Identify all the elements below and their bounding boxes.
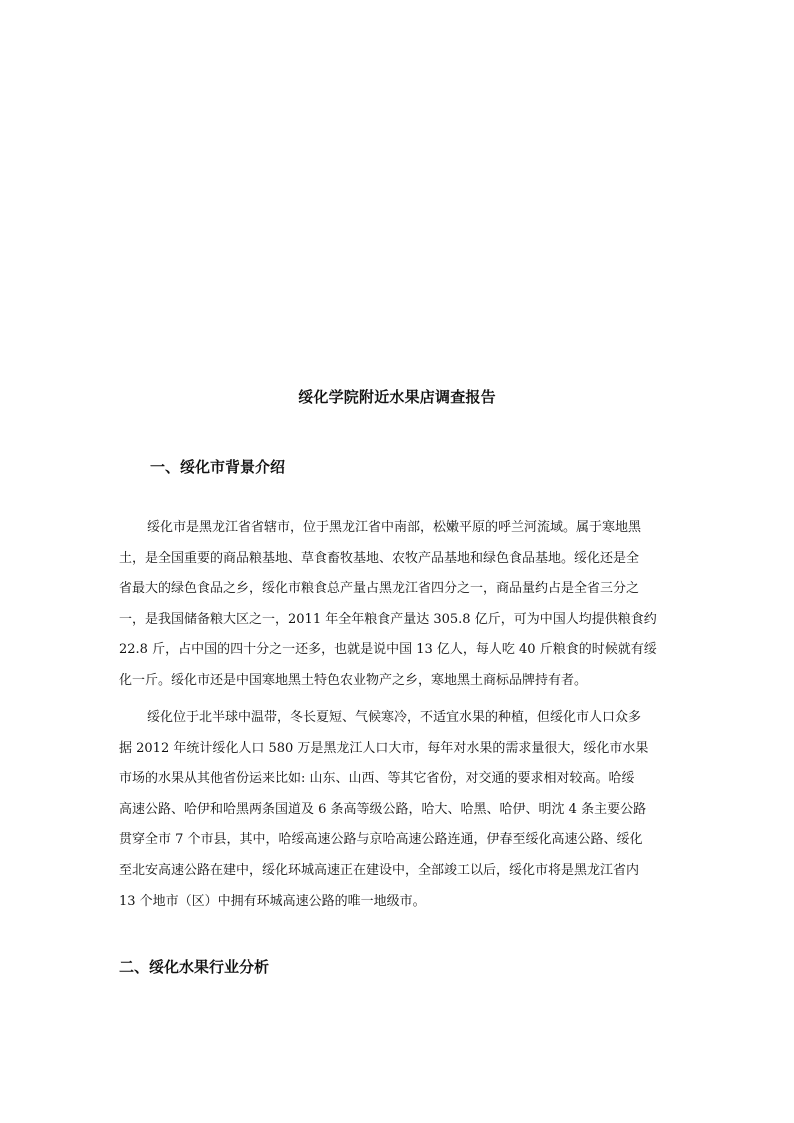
paragraph-line: 一，是我国储备粮大区之一，2011 年全年粮食产量达 305.8 亿斤，可为中国人均提供粮食约 bbox=[119, 611, 657, 627]
section-heading-industry-analysis: 二、绥化水果行业分析 bbox=[119, 958, 270, 976]
paragraph-line: 贯穿全市 7 个市县，其中，哈绥高速公路与京哈高速公路连通，伊春至绥化高速公路、绥化 bbox=[119, 832, 643, 848]
paragraph-line: 绥化位于北半球中温带，冬长夏短、气候寒冷，不适宜水果的种植，但绥化市人口众多 bbox=[147, 710, 642, 725]
section-heading-background: 一、绥化市背景介绍 bbox=[150, 458, 286, 476]
paragraph-line: 高速公路、哈伊和哈黑两条国道及 6 条高等级公路，哈大、哈黑、哈伊、明沈 4 条主要公路 bbox=[119, 801, 647, 817]
paragraph-climate-transport bbox=[119, 703, 687, 917]
paragraph-line: 13 个地市（区）中拥有环城高速公路的唯一地级市。 bbox=[119, 893, 426, 909]
paragraph-line: 绥化市是黑龙江省省辖市，位于黑龙江省中南部，松嫩平原的呼兰河流域。属于寒地黑 bbox=[147, 520, 642, 535]
paragraph-line: 22.8 斤，占中国的四十分之一还多，也就是说中国 13 亿人，每人吃 40 斤粮食的时候就有绥 bbox=[119, 642, 657, 658]
paragraph-line: 据 2012 年统计绥化人口 580 万是黑龙江人口大市，每年对水果的需求量很大，绥化市水果 bbox=[119, 740, 649, 756]
paragraph-line: 市场的水果从其他省份运来比如: 山东、山西、等其它省份，对交通的要求相对较高。哈绥 bbox=[119, 771, 635, 787]
paragraph-line: 省最大的绿色食品之乡，绥化市粮食总产量占黑龙江省四分之一，商品量约占是全省三分之 bbox=[119, 581, 640, 597]
paragraph-city-overview bbox=[119, 513, 687, 697]
paragraph-line: 土，是全国重要的商品粮基地、草食畜牧基地、农牧产品基地和绿色食品基地。绥化还是全 bbox=[119, 550, 640, 566]
document-title: 绥化学院附近水果店调查报告 bbox=[298, 388, 496, 406]
paragraph-line: 至北安高速公路在建中，绥化环城高速正在建设中，全部竣工以后，绥化市将是黑龙江省内 bbox=[119, 862, 640, 878]
paragraph-line: 化一斤。绥化市还是中国寒地黑土特色农业物产之乡，寒地黑土商标品牌持有者。 bbox=[119, 672, 588, 688]
